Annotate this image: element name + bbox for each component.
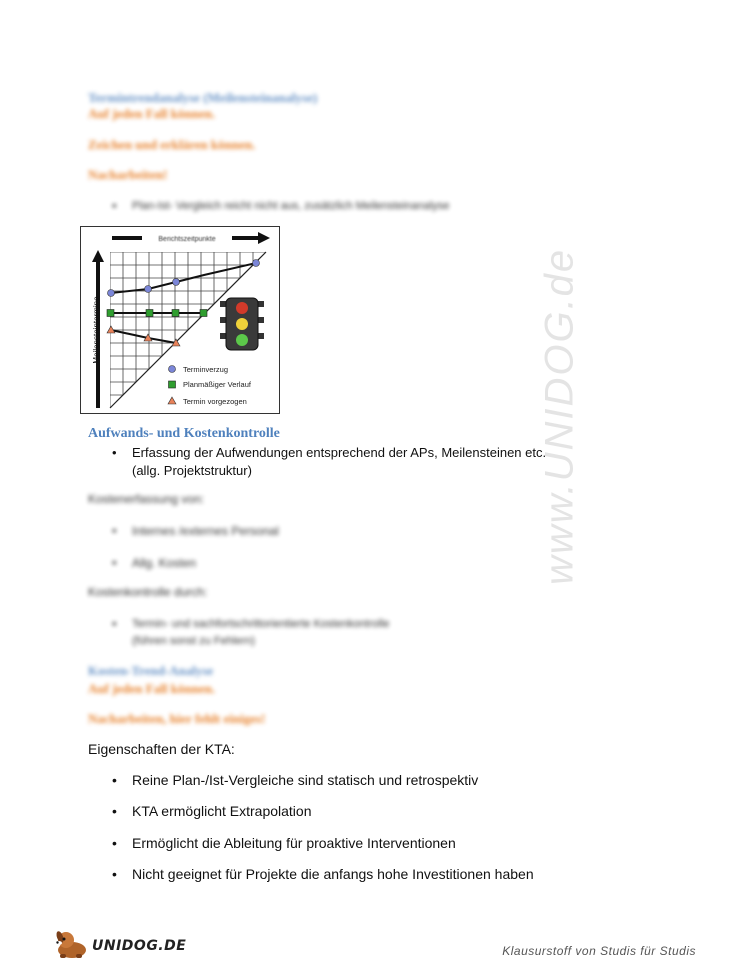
plan-point: [172, 310, 179, 317]
plan-point: [200, 310, 207, 317]
milestone-trend-svg: [80, 226, 280, 414]
kta-subtitle: Auf jeden Fall können.: [88, 681, 216, 696]
cost-control-item-line1: Termin- und sachfortschrittorientierte Kostenkontrolle: [132, 618, 390, 630]
legend-plan-label: Planmäßiger Verlauf: [183, 380, 251, 389]
legend-early-label: Termin vorgezogen: [183, 397, 247, 406]
bullet-dot: •: [112, 835, 117, 851]
dog-mascot-icon: [52, 928, 92, 960]
cost-capture-label: Kostenerfassung von:: [88, 492, 205, 506]
legend-delay-label: Terminverzug: [183, 365, 229, 374]
traffic-light-icon: [220, 298, 264, 350]
footer-tagline: Klausurstoff von Studis für Studis: [502, 944, 696, 958]
kta-note: Nacharbeiten, hier fehlt einiges!: [88, 711, 266, 726]
bullet-dot: •: [112, 803, 117, 819]
kta-item-text: Nicht geeignet für Projekte die anfangs hohe Investitionen haben: [132, 866, 534, 882]
bullet-dot: •: [112, 523, 117, 538]
delay-point: [173, 279, 180, 286]
legend-delay-marker: [169, 366, 176, 373]
cost-control-item-line2: (führen sonst zu Fehlern): [132, 635, 255, 647]
delay-point: [108, 290, 115, 297]
kta-item-text: Ermöglicht die Ableitung für proaktive Interventionen: [132, 835, 456, 851]
tta-note-rework: Nacharbeiten!: [88, 167, 168, 182]
cost-capture-item-text: Allg. Kosten: [132, 556, 197, 570]
cost-control-label: Kostenkontrolle durch:: [88, 585, 208, 599]
delay-point: [145, 286, 152, 293]
tta-subtitle: Auf jeden Fall können.: [88, 106, 216, 121]
bullet-dot: •: [112, 555, 117, 570]
delay-point: [253, 260, 260, 267]
costs-bullet-line2: (allg. Projektstruktur): [132, 463, 252, 478]
watermark: www.UNIDOG.de: [537, 247, 582, 585]
tta-note-draw: Zeichen und erklären können.: [88, 137, 256, 152]
milestone-axis-label: Meilensteintermine: [92, 296, 101, 364]
milestone-trend-diagram: [80, 226, 280, 414]
bullet-dot: •: [112, 445, 117, 460]
logo-text: UNIDOG.DE: [92, 938, 187, 954]
bullet-dot: •: [112, 866, 117, 882]
tta-bullet-text: Plan-Ist- Vergleich reicht nicht aus, zusätzlich Meilensteinanalyse: [132, 200, 450, 212]
plan-point: [146, 310, 153, 317]
tta-title: Termintrendanalyse (Meilensteinanalyse): [88, 90, 318, 105]
bullet-dot: •: [112, 198, 117, 213]
unidog-logo: [52, 928, 187, 960]
cost-capture-item-text: Internes /externes Personal: [132, 524, 279, 538]
bullet-dot: •: [112, 616, 117, 631]
legend-plan-marker: [169, 381, 176, 388]
kta-item-text: KTA ermöglicht Extrapolation: [132, 803, 312, 819]
kta-title: Kosten-Trend-Analyse: [88, 663, 214, 678]
costs-bullet-line1: Erfassung der Aufwendungen entsprechend der APs, Meilensteinen etc.: [132, 445, 547, 460]
time-axis-label: Berichtszeitpunkte: [158, 236, 216, 243]
kta-item-text: Reine Plan-/Ist-Vergleiche sind statisch und retrospektiv: [132, 772, 479, 788]
kta-properties-label: Eigenschaften der KTA:: [88, 741, 235, 757]
bullet-dot: •: [112, 772, 117, 788]
costs-title: Aufwands- und Kostenkontrolle: [88, 426, 280, 441]
plan-point: [107, 310, 114, 317]
